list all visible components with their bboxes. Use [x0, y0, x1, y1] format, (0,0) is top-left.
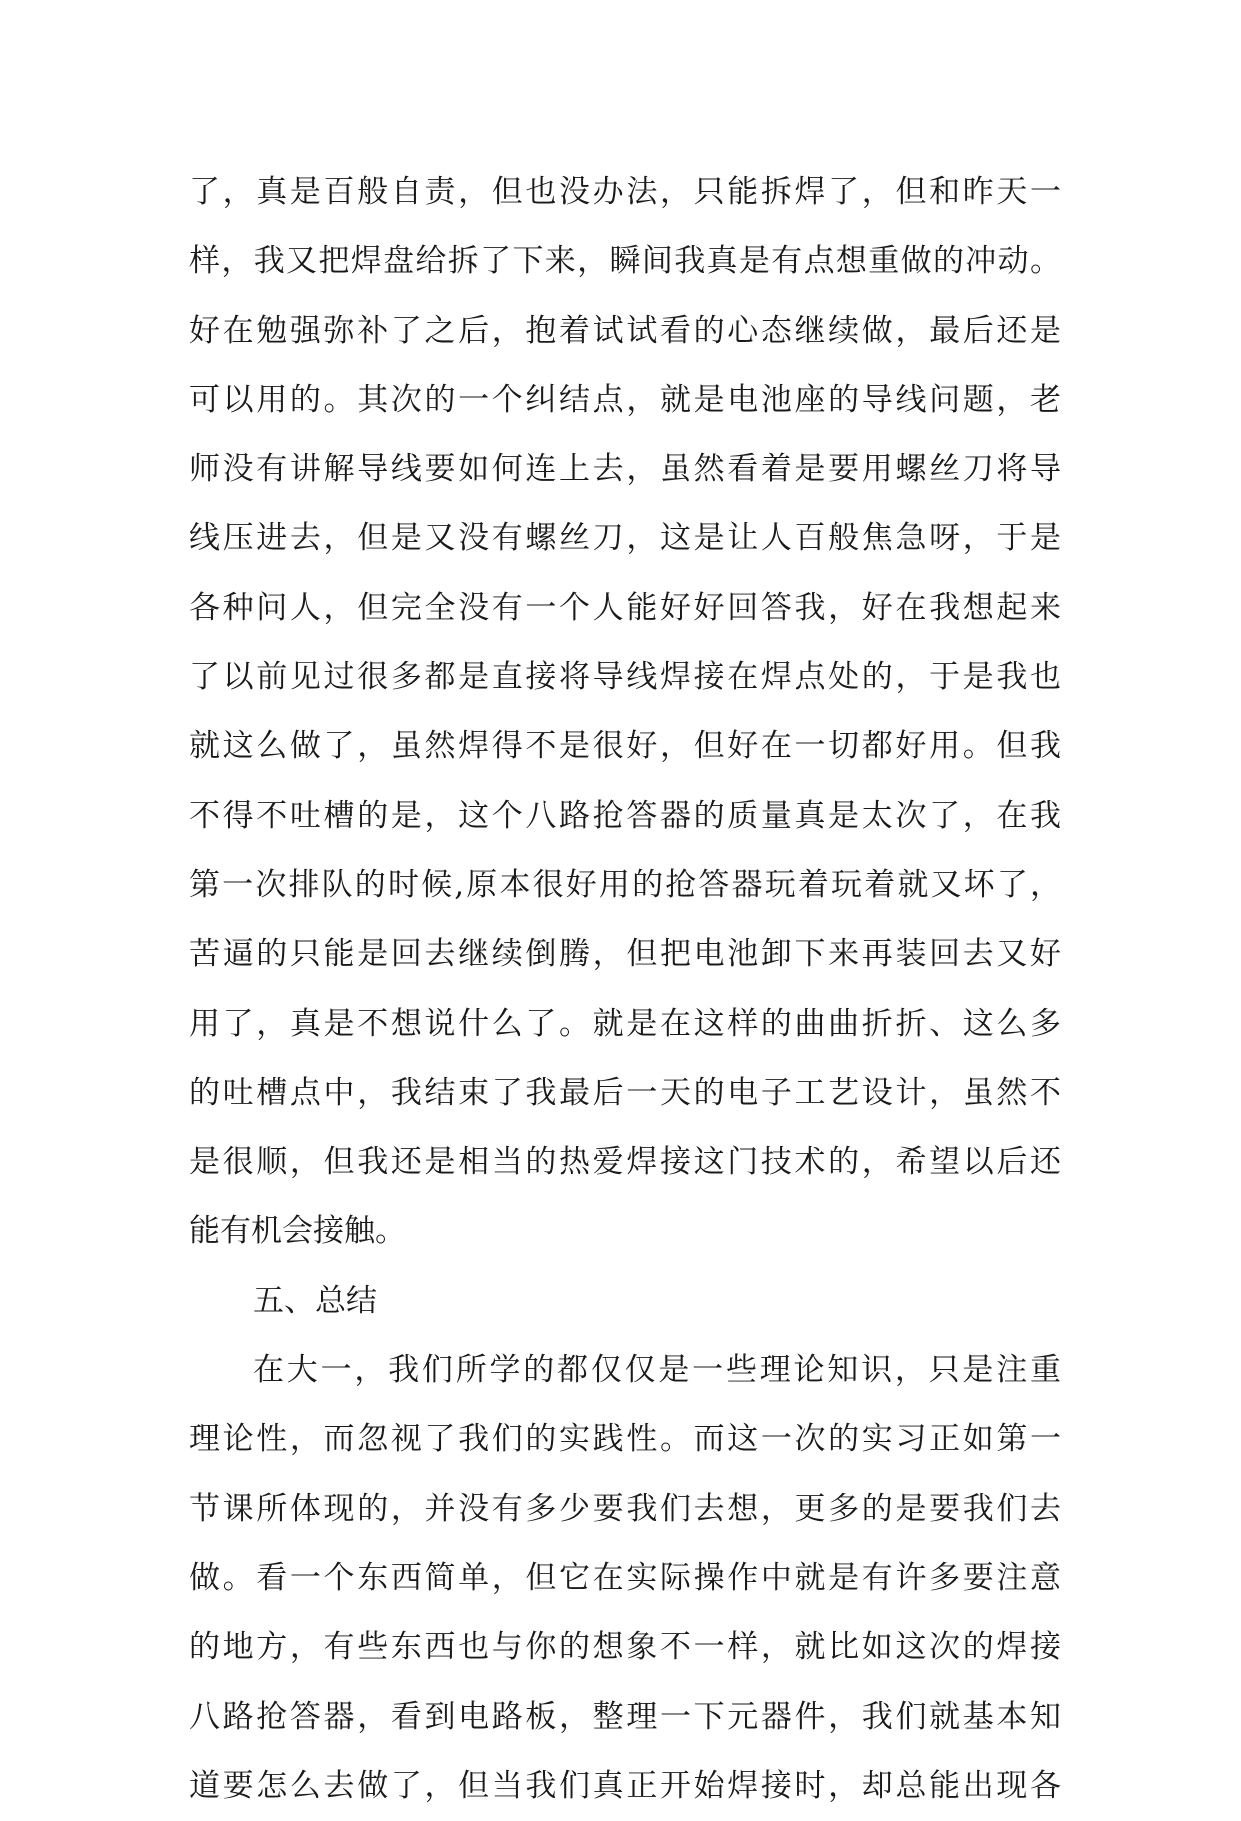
paragraph-line: 八路抢答器，看到电路板，整理一下元器件，我们就基本知: [189, 1698, 1061, 1735]
paragraph-line: 了，真是百般自责，但也没办法，只能拆焊了，但和昨天一: [189, 174, 1061, 210]
paragraph-line: 各种问人，但完全没有一个人能好好回答我，好在我想起来: [189, 589, 1061, 626]
paragraph-line: 第一次排队的时候,原本很好用的抢答器玩着玩着就又坏了，: [189, 866, 1061, 903]
paragraph-line: 用了，真是不想说什么了。就是在这样的曲曲折折、这么多: [189, 1005, 1061, 1042]
paragraph-line: 就这么做了，虽然焊得不是很好，但好在一切都好用。但我: [189, 728, 1061, 765]
paragraph-line: 做。看一个东西简单，但它在实际操作中就是有许多要注意: [189, 1559, 1061, 1596]
paragraph-line: 线压进去，但是又没有螺丝刀，这是让人百般焦急呀，于是: [189, 520, 1061, 557]
paragraph-line: 不得不吐槽的是，这个八路抢答器的质量真是太次了，在我: [189, 797, 1061, 834]
paragraph-line: 节课所体现的，并没有多少要我们去想，更多的是要我们去: [189, 1490, 1061, 1527]
paragraph-line: 苦逼的只能是回去继续倒腾，但把电池卸下来再装回去又好: [189, 936, 1061, 973]
paragraph-line: 道要怎么去做了，但当我们真正开始焊接时，却总能出现各: [189, 1767, 1061, 1804]
paragraph-line: 在大一，我们所学的都仅仅是一些理论知识，只是注重: [253, 1352, 1061, 1389]
paragraph-line: 理论性，而忽视了我们的实践性。而这一次的实习正如第一: [189, 1421, 1061, 1458]
paragraph-line: 可以用的。其次的一个纠结点，就是电池座的导线问题，老: [189, 381, 1061, 418]
paragraph-line: 好在勉强弥补了之后，抱着试试看的心态继续做，最后还是: [189, 312, 1061, 349]
paragraph-line: 的地方，有些东西也与你的想象不一样，就比如这次的焊接: [189, 1629, 1061, 1666]
paragraph-line: 师没有讲解导线要如何连上去，虽然看着是要用螺丝刀将导: [189, 451, 1061, 488]
paragraph-line: 样，我又把焊盘给拆了下来，瞬间我真是有点想重做的冲动。: [189, 243, 1061, 280]
paragraph-line: 能有机会接触。: [189, 1213, 406, 1250]
paragraph-line: 了以前见过很多都是直接将导线焊接在焊点处的，于是我也: [189, 659, 1061, 696]
paragraph-line: 是很顺，但我还是相当的热爱焊接这门技术的，希望以后还: [189, 1144, 1061, 1181]
document-body: [189, 158, 1061, 1821]
paragraph-line: 的吐槽点中，我结束了我最后一天的电子工艺设计，虽然不: [189, 1074, 1061, 1111]
section-heading: 五、总结: [253, 1282, 377, 1319]
